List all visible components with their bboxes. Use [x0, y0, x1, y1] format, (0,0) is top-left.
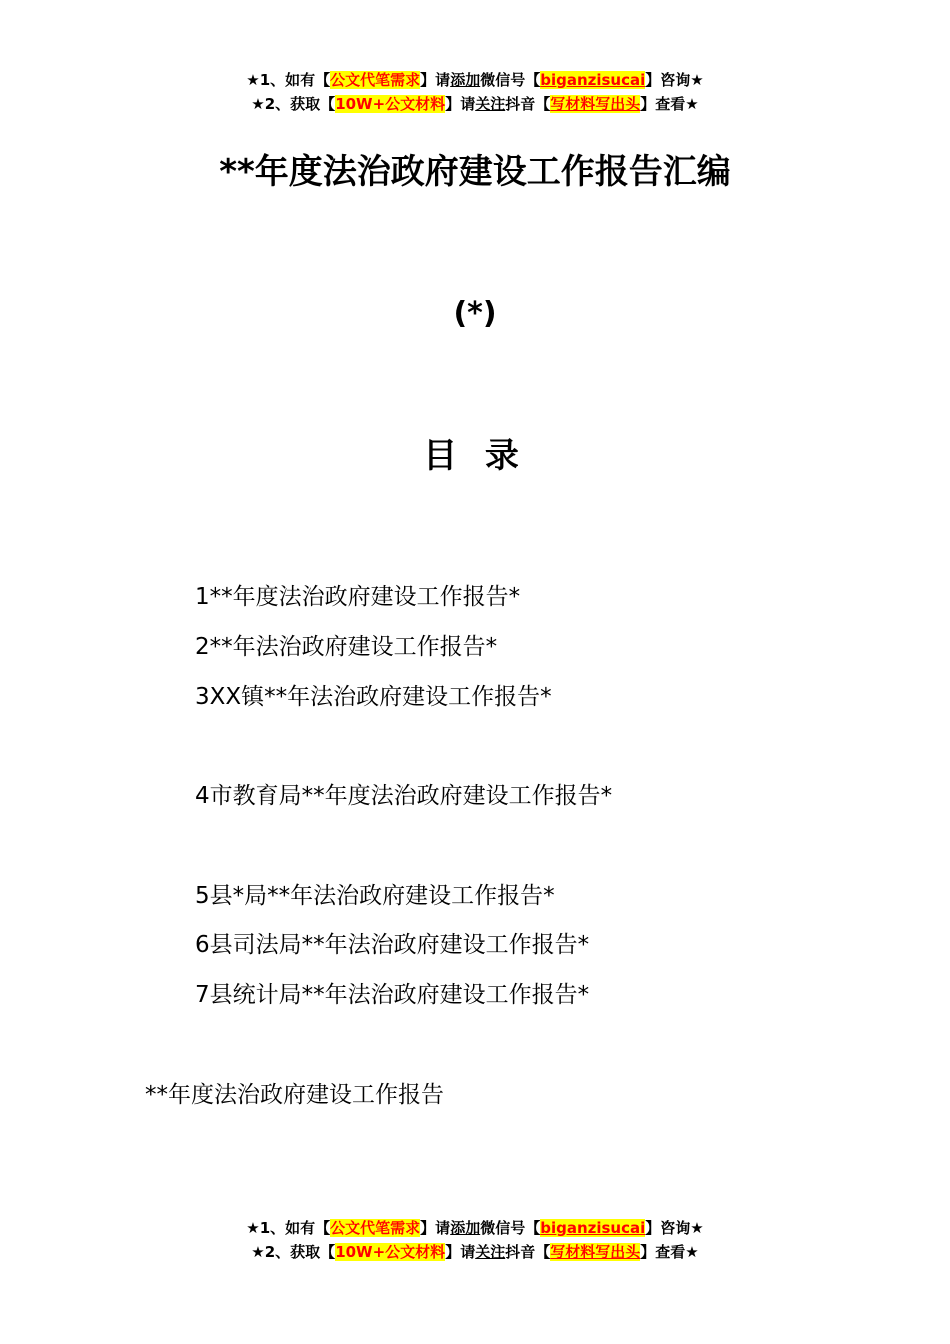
- toc-item-5[interactable]: 5县*局**年法治政府建设工作报告*: [195, 883, 555, 909]
- banner-line-1-wechat-id[interactable]: biganzisucai: [540, 71, 646, 89]
- toc-item-7[interactable]: 7县统计局**年法治政府建设工作报告*: [195, 982, 590, 1008]
- toc-item-6[interactable]: 6县司法局**年法治政府建设工作报告*: [195, 932, 590, 958]
- banner-line-2-middle-2: 抖音【: [505, 95, 551, 113]
- banner-line-1-prefix: ★1、如有【: [246, 1219, 331, 1237]
- document-subtitle: (*): [453, 296, 497, 331]
- banner-line-1-highlight-service: 公文代笔需求: [330, 1219, 421, 1237]
- banner-line-1: [0, 1216, 950, 1240]
- banner-line-1-middle: 】请: [420, 71, 451, 89]
- toc-heading: 目 录: [423, 436, 527, 476]
- banner-line-1-underlined: 添加: [450, 71, 481, 89]
- banner-line-1-prefix: ★1、如有【: [246, 71, 331, 89]
- banner-line-1-middle-2: 微信号【: [480, 1219, 541, 1237]
- banner-line-2-underlined: 关注: [475, 1243, 506, 1261]
- banner-line-1-wechat-id[interactable]: biganzisucai: [540, 1219, 646, 1237]
- toc-item-4[interactable]: 4市教育局**年度法治政府建设工作报告*: [195, 783, 613, 809]
- toc-item-3[interactable]: 3XX镇**年法治政府建设工作报告*: [195, 684, 552, 710]
- bottom-banner: [0, 1216, 950, 1264]
- toc-item-1[interactable]: 1**年度法治政府建设工作报告*: [195, 584, 521, 610]
- banner-line-2-highlight-materials: 10W+公文材料: [335, 1243, 446, 1261]
- banner-line-2-suffix: 】查看★: [640, 95, 699, 113]
- document-title: **年度法治政府建设工作报告汇编: [219, 152, 731, 192]
- top-banner: [0, 68, 950, 116]
- banner-line-2-middle: 】请: [445, 1243, 476, 1261]
- banner-line-2-prefix: ★2、获取【: [251, 1243, 336, 1261]
- banner-line-2-douyin-id[interactable]: 写材料写出头: [550, 1243, 641, 1261]
- banner-line-1-middle: 】请: [420, 1219, 451, 1237]
- banner-line-1-underlined: 添加: [450, 1219, 481, 1237]
- banner-line-1-suffix: 】咨询★: [645, 71, 704, 89]
- banner-line-2-prefix: ★2、获取【: [251, 95, 336, 113]
- banner-line-2-suffix: 】查看★: [640, 1243, 699, 1261]
- banner-line-2-underlined: 关注: [475, 95, 506, 113]
- banner-line-2-douyin-id[interactable]: 写材料写出头: [550, 95, 641, 113]
- banner-line-2-middle: 】请: [445, 95, 476, 113]
- banner-line-1: [0, 68, 950, 92]
- banner-line-2: [0, 92, 950, 116]
- banner-line-1-suffix: 】咨询★: [645, 1219, 704, 1237]
- banner-line-2: [0, 1240, 950, 1264]
- banner-line-2-highlight-materials: 10W+公文材料: [335, 95, 446, 113]
- toc-item-2[interactable]: 2**年法治政府建设工作报告*: [195, 634, 498, 660]
- section-title: **年度法治政府建设工作报告: [145, 1082, 444, 1108]
- banner-line-1-middle-2: 微信号【: [480, 71, 541, 89]
- banner-line-1-highlight-service: 公文代笔需求: [330, 71, 421, 89]
- banner-line-2-middle-2: 抖音【: [505, 1243, 551, 1261]
